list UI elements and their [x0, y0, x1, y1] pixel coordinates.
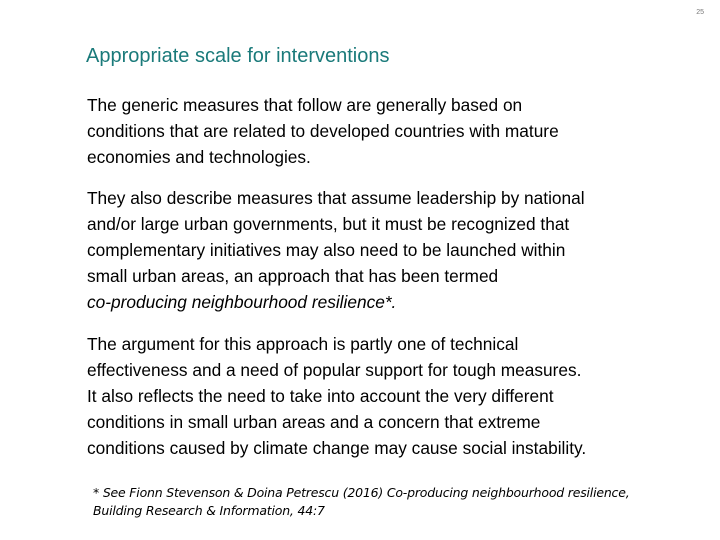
paragraph-line: and/or large urban governments, but it must be recognized that [87, 214, 570, 234]
paragraph-line: It also reflects the need to take into account the very different [87, 386, 554, 406]
slide-title: Appropriate scale for interventions [86, 45, 390, 67]
paragraph-line: The generic measures that follow are generally based on [87, 95, 523, 115]
paragraph-line: economies and technologies. [87, 147, 311, 167]
footnote-line: * See Fionn Stevenson & Doina Petrescu (2016) Co-producing neighbourhood resilience, [93, 485, 630, 500]
paragraph-line: conditions caused by climate change may cause social instability. [87, 438, 587, 458]
footnote [93, 484, 693, 520]
paragraph-line: conditions that are related to developed countries with mature [87, 121, 559, 141]
paragraph-line: small urban areas, an approach that has been termed [87, 266, 499, 286]
paragraph-argument [87, 331, 687, 461]
paragraph-line: They also describe measures that assume leadership by national [87, 188, 585, 208]
paragraph-leadership [87, 185, 687, 315]
paragraph-line: effectiveness and a need of popular support for tough measures. [87, 360, 582, 380]
footnote-line: Building Research & Information, 44:7 [93, 503, 325, 518]
page-number: 25 [696, 9, 704, 16]
italic-term: co-producing neighbourhood resilience*. [87, 292, 397, 312]
paragraph-line: complementary initiatives may also need to be launched within [87, 240, 566, 260]
paragraph-line: conditions in small urban areas and a concern that extreme [87, 412, 541, 432]
paragraph-line: The argument for this approach is partly one of technical [87, 334, 519, 354]
paragraph-generic-measures [87, 92, 687, 170]
